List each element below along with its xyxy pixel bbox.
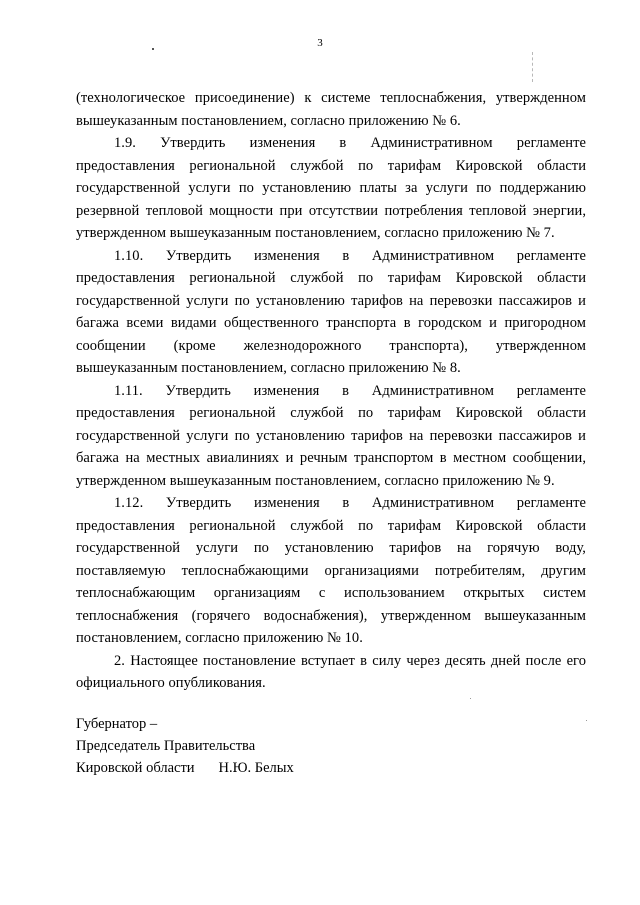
signatory-name: Н.Ю. Белых (218, 760, 294, 776)
scan-margin-mark (532, 52, 534, 82)
scan-speck (470, 698, 471, 699)
signatory-title: Губернатор – (76, 716, 158, 732)
paragraph-1-9: 1.9. Утвердить изменения в Административном регламенте предоставления региональной службой по тарифам Кировской области государственной услуги по установлению платы за услуги по поддержанию резервной тепловой мощности при отсутствии потребления тепловой энергии, утвержденном вышеуказанным постановлением, согласно приложению № 7. (76, 135, 586, 241)
paragraph-1-11: 1.11. Утвердить изменения в Административном регламенте предоставления региональной службой по тарифам Кировской области государственной услуги по установлению тарифов на перевозки пассажиров и багажа на местных авиалиниях и речным транспортом в местном сообщении, утвержденном вышеуказанным постановлением, согласно приложению № 9. (76, 382, 586, 489)
signatory-position: Председатель Правительства (76, 738, 256, 754)
page-number: 3 (317, 37, 323, 49)
paragraph-1-12: 1.12. Утвердить изменения в Административном регламенте предоставления региональной службой по тарифам Кировской области государственной услуги по установлению тарифов на горячую воду, поставляемую теплоснабжающими организациями потребителям, другим теплоснабжающим организациям с использованием открытых систем теплоснабжения (горячего водоснабжения), утвержденном вышеуказанным постановлением, согласно приложению № 10. (76, 495, 586, 646)
paragraph-1-10: 1.10. Утвердить изменения в Административном регламенте предоставления региональной службой по тарифам Кировской области государственной услуги по установлению тарифов на перевозки пассажиров и багажа всеми видами общественного транспорта в городском и пригородном сообщении (кроме железнодорожного транспорта), утвержденном вышеуказанным постановлением, согласно приложению № 8. (76, 247, 586, 376)
scan-speck (152, 48, 154, 50)
signature-block (76, 713, 476, 779)
paragraph-2: 2. Настоящее постановление вступает в силу через десять дней после его официального опубликования. (76, 652, 586, 691)
signatory-line (76, 757, 476, 779)
body-text (76, 87, 586, 695)
paragraph-continuation: (технологическое присоединение) к системе теплоснабжения, утвержденном вышеуказанным постановлением, согласно приложению № 6. (76, 90, 586, 129)
scan-speck (586, 720, 587, 721)
signatory-region: Кировской области (76, 760, 195, 776)
